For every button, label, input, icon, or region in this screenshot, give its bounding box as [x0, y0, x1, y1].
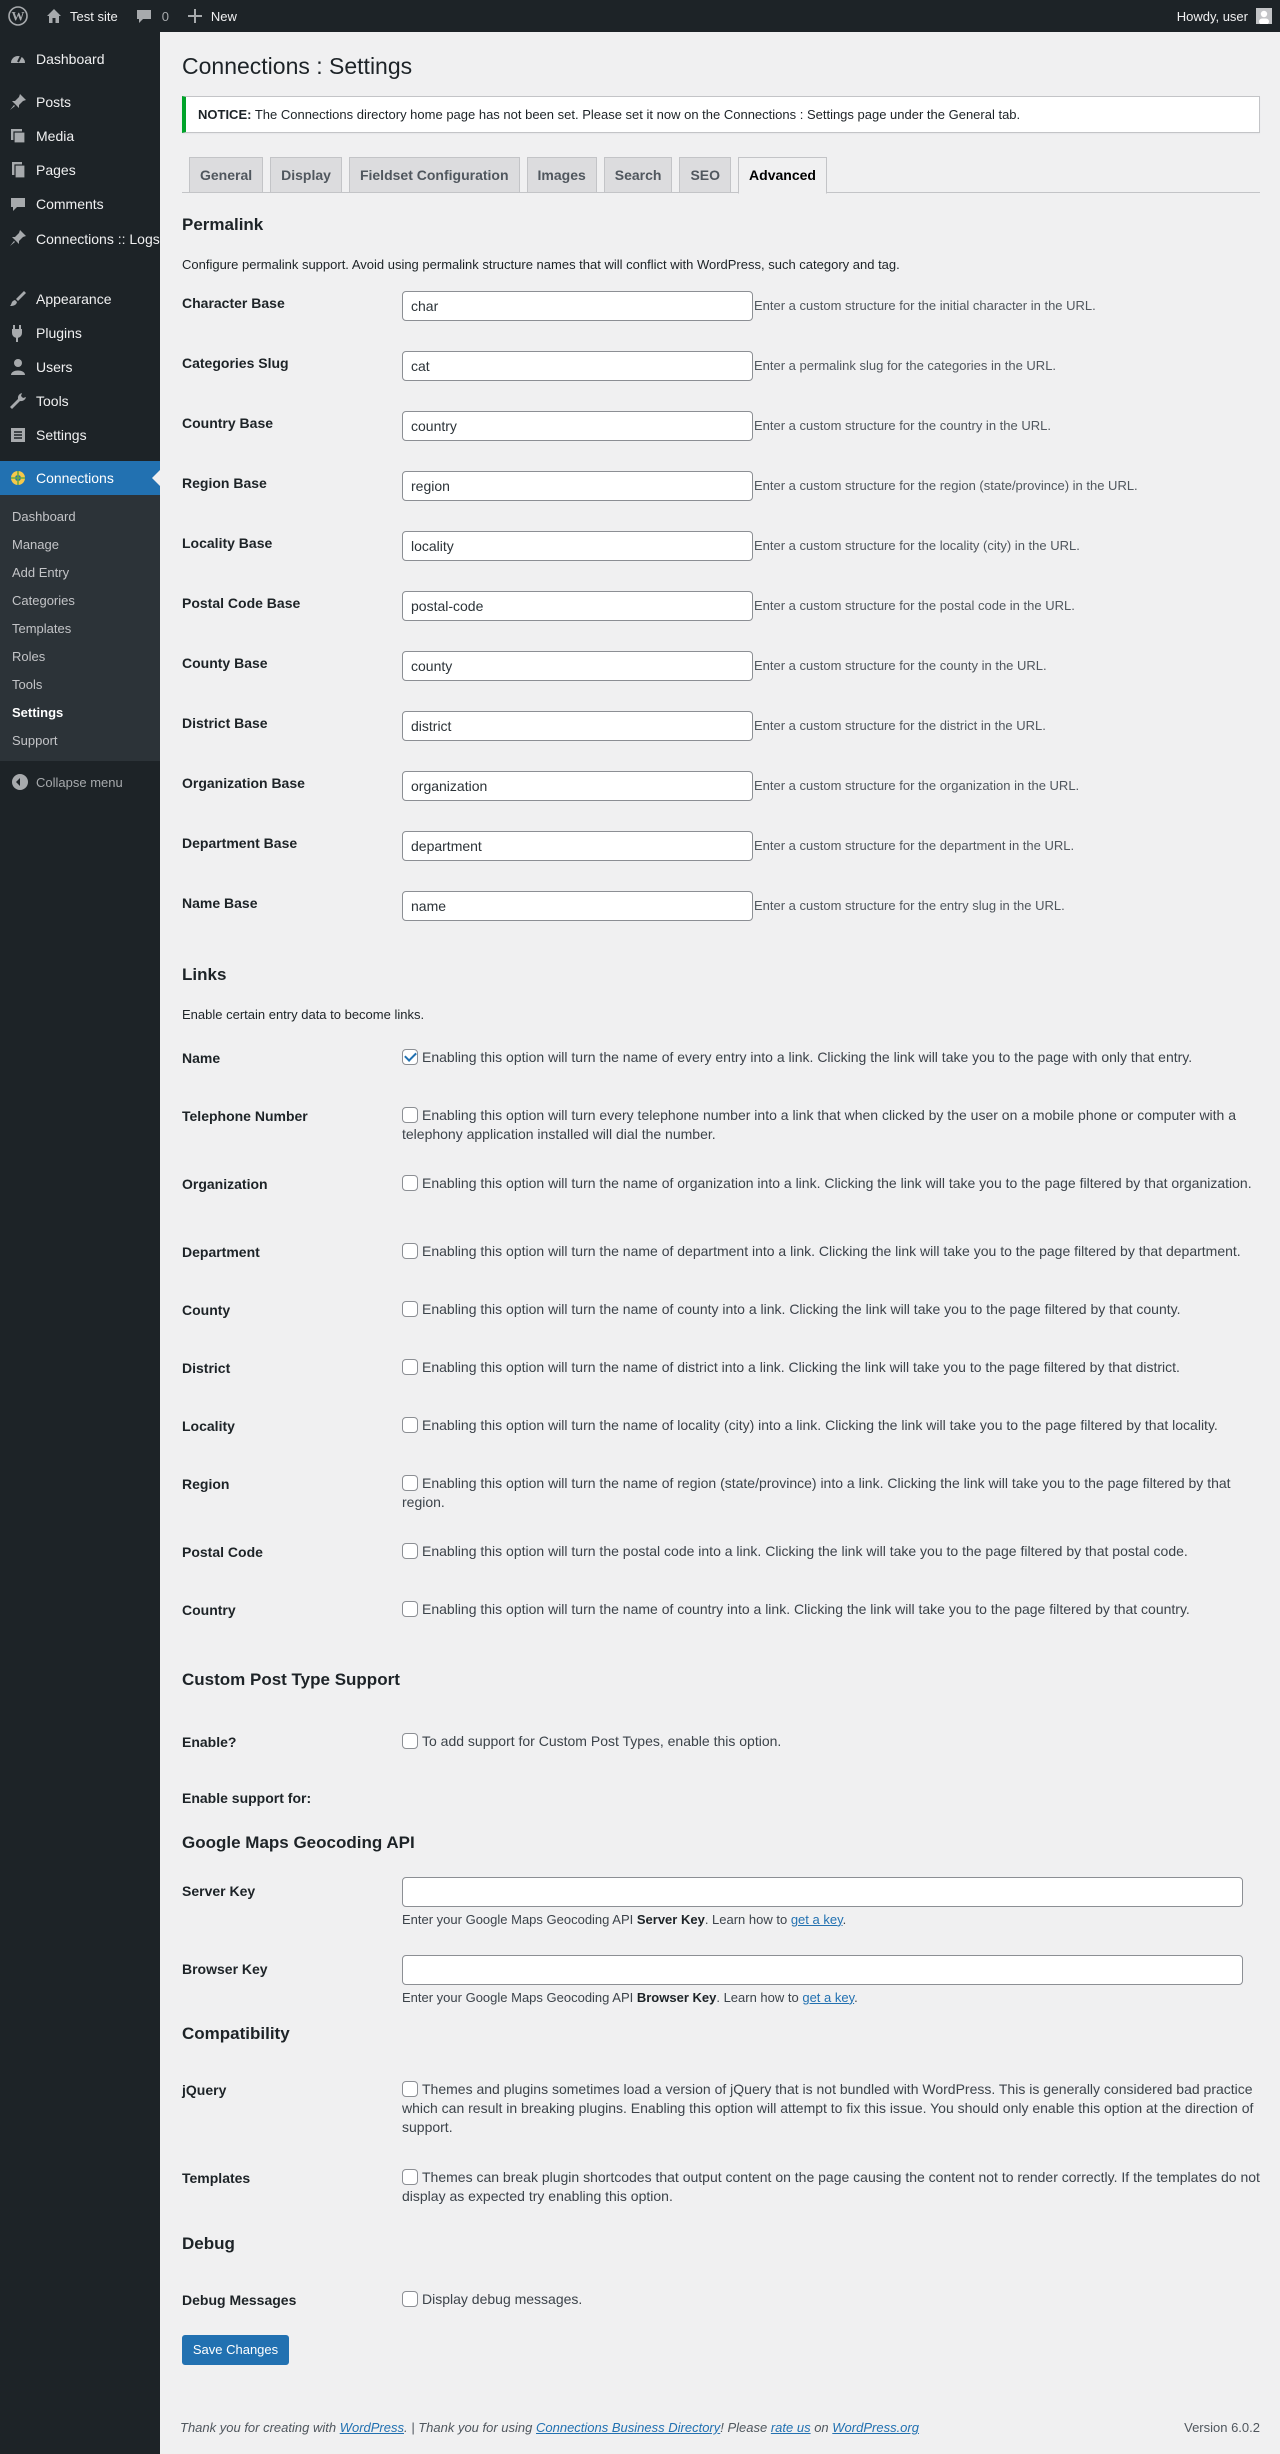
jquery-label: jQuery [182, 2081, 227, 2098]
link-option-label: District [182, 1359, 231, 1376]
cpt-support-row [182, 1790, 1260, 1830]
avatar [1256, 8, 1272, 24]
sidebar-item-connections[interactable] [0, 461, 160, 495]
wrench-icon [8, 391, 28, 411]
jquery-row [182, 2080, 1260, 2168]
permalink-hint: Enter a custom structure for the postal code in the URL. [754, 598, 1075, 614]
submenu-item-support[interactable]: Support [12, 732, 58, 748]
permalink-row [182, 891, 1260, 951]
debug-label: Debug Messages [182, 2291, 297, 2308]
links-description: Enable certain entry data to become links. [182, 1006, 425, 1022]
sidebar-item-label: Connections :: Logs [36, 231, 160, 247]
notice-text: The Connections directory home page has not been set. Please set it now on the Connections : Settings page under the General tab. [251, 106, 1021, 122]
tab-images[interactable]: Images [527, 157, 597, 193]
sidebar-item-dashboard[interactable] [0, 42, 160, 76]
sidebar-item-comments[interactable] [0, 187, 160, 221]
admin-footer [180, 2420, 1260, 2435]
footer-wordpress-org-link[interactable]: WordPress.org [832, 2420, 919, 2435]
permalink-hint: Enter a custom structure for the department in the URL. [754, 838, 1075, 854]
admin-bar [0, 0, 1280, 32]
permalink-label: Character Base [182, 294, 285, 311]
link-option-row [182, 1416, 1260, 1474]
submenu-item-categories[interactable]: Categories [12, 592, 75, 608]
permalink-heading: Permalink [182, 214, 264, 234]
permalink-hint: Enter a custom structure for the district in the URL. [754, 718, 1046, 734]
server-key-input[interactable] [402, 1877, 1243, 1907]
link-option-checkbox[interactable] [402, 1543, 418, 1559]
permalink-input[interactable]: locality [402, 531, 753, 561]
permalink-row [182, 591, 1260, 651]
sidebar-item-media[interactable] [0, 119, 160, 153]
link-option-checkbox[interactable] [402, 1359, 418, 1375]
submenu-item-settings[interactable]: Settings [12, 704, 64, 720]
sidebar-item-label: Pages [36, 162, 76, 178]
site-name-link[interactable] [36, 0, 126, 32]
pages-icon [8, 160, 28, 180]
submenu-item-dashboard[interactable]: Dashboard [12, 508, 76, 524]
collapse-arrow-icon [12, 774, 28, 790]
debug-checkbox[interactable] [402, 2291, 418, 2307]
cpt-enable-label: Enable? [182, 1733, 237, 1750]
compat-heading: Compatibility [182, 2023, 290, 2043]
sidebar-item-appearance[interactable] [0, 282, 160, 316]
permalink-label: District Base [182, 714, 268, 731]
permalink-hint: Enter a custom structure for the country in the URL. [754, 418, 1051, 434]
permalink-label: Organization Base [182, 774, 305, 791]
permalink-row [182, 651, 1260, 711]
submenu-item-tools[interactable]: Tools [12, 676, 43, 692]
link-option-text: Enabling this option will turn every telephone number into a link that when clicked by the user on a mobile phone or computer with a telephony application installed will dial the number. [402, 1106, 1237, 1142]
link-option-row [182, 1048, 1260, 1106]
comments-count: 0 [161, 8, 169, 24]
main-content [182, 32, 1260, 2330]
save-changes-button[interactable]: Save Changes [182, 2335, 289, 2365]
svg-text:W: W [11, 8, 25, 24]
site-name: Test site [70, 8, 118, 24]
permalink-hint: Enter a custom structure for the entry slug in the URL. [754, 898, 1065, 914]
comments-link[interactable] [126, 0, 177, 32]
templates-label: Templates [182, 2169, 251, 2186]
new-content-link[interactable] [177, 0, 245, 32]
tab-search[interactable]: Search [604, 157, 673, 193]
permalink-label: Region Base [182, 474, 267, 491]
sidebar-item-connections-logs[interactable] [0, 221, 160, 273]
browser-key-get-key-link[interactable]: get a key [802, 1989, 855, 2005]
link-option-checkbox[interactable] [402, 1175, 418, 1191]
footer-thanks: Thank you for creating with WordPress. | Thank you for using Connections Business Directory! Please rate us on WordPress.org [180, 2420, 919, 2435]
submenu-item-manage[interactable]: Manage [12, 536, 59, 552]
link-option-text: Enabling this option will turn the name of county into a link. Clicking the link will take you to the page filtered by that county. [422, 1300, 1181, 1317]
sidebar-item-settings[interactable] [0, 418, 160, 452]
link-option-text: Enabling this option will turn the name of every entry into a link. Clicking the link will take you to the page with only that entry. [422, 1048, 1193, 1065]
tab-display[interactable]: Display [270, 157, 342, 193]
permalink-label: Postal Code Base [182, 594, 301, 611]
home-icon [44, 6, 64, 26]
sidebar-item-label: Tools [36, 393, 69, 409]
footer-connections-link[interactable]: Connections Business Directory [536, 2420, 721, 2435]
connections-icon [8, 468, 28, 488]
link-option-checkbox[interactable] [402, 1301, 418, 1317]
link-option-label: Organization [182, 1175, 268, 1192]
permalink-row [182, 291, 1260, 351]
sidebar-item-label: Media [36, 128, 75, 144]
link-option-row [182, 1600, 1260, 1658]
pin-icon [8, 92, 28, 112]
link-option-label: Locality [182, 1417, 235, 1434]
debug-row [182, 2290, 1260, 2330]
sidebar-item-label: Posts [36, 94, 72, 110]
link-option-checkbox[interactable] [402, 1475, 418, 1491]
pin-icon [8, 228, 28, 248]
sidebar-item-label: Connections [36, 470, 114, 486]
permalink-row [182, 471, 1260, 531]
permalink-label: Categories Slug [182, 354, 289, 371]
permalink-hint: Enter a custom structure for the county in the URL. [754, 658, 1047, 674]
plugin-icon [8, 323, 28, 343]
templates-checkbox[interactable] [402, 2169, 418, 2185]
sidebar-item-label: Settings [36, 427, 87, 443]
dashboard-icon [8, 49, 28, 69]
permalink-row [182, 351, 1260, 411]
link-option-row [182, 1242, 1260, 1300]
permalink-hint: Enter a custom structure for the organization in the URL. [754, 778, 1080, 794]
link-option-checkbox[interactable] [402, 1601, 418, 1617]
permalink-hint: Enter a custom structure for the region (state/province) in the URL. [754, 478, 1138, 494]
permalink-input[interactable]: char [402, 291, 753, 321]
server-key-label: Server Key [182, 1882, 256, 1899]
link-option-text: Enabling this option will turn the name of district into a link. Clicking the link will take you to the page filtered by that district. [422, 1358, 1180, 1375]
cpt-enable-row [182, 1732, 1260, 1790]
link-option-label: Country [182, 1601, 236, 1618]
link-option-text: Enabling this option will turn the name of locality (city) into a link. Clicking the link will take you to the page filtered by that locality. [422, 1416, 1218, 1433]
howdy-text: Howdy, user [1176, 8, 1248, 24]
link-option-label: Department [182, 1243, 260, 1260]
cpt-enable-checkbox[interactable] [402, 1733, 418, 1749]
links-heading: Links [182, 964, 227, 984]
brush-icon [8, 289, 28, 309]
permalink-row [182, 711, 1260, 771]
footer-wordpress-link[interactable]: WordPress [339, 2420, 404, 2435]
cpt-enable-text: To add support for Custom Post Types, enable this option. [422, 1732, 782, 1749]
media-icon [8, 126, 28, 146]
link-option-text: Enabling this option will turn the name of organization into a link. Clicking the link will take you to the page filtered by that organization. [422, 1174, 1252, 1191]
settings-icon [8, 425, 28, 445]
permalink-row [182, 411, 1260, 471]
my-account-link[interactable] [1169, 0, 1280, 32]
footer-version: Version 6.0.2 [1184, 2420, 1260, 2435]
sidebar-item-plugins[interactable] [0, 316, 160, 350]
sidebar-item-label: Plugins [36, 325, 82, 341]
permalink-label: Country Base [182, 414, 274, 431]
gmaps-heading: Google Maps Geocoding API [182, 1832, 415, 1852]
templates-text: Themes can break plugin shortcodes that output content on the page causing the content not to render correctly. If the templates do not display as expected try enabling this option. [402, 2168, 1260, 2204]
link-option-label: Telephone Number [182, 1107, 308, 1124]
permalink-input[interactable]: organization [402, 771, 753, 801]
notice-banner [182, 96, 1260, 133]
link-option-label: Region [182, 1475, 230, 1492]
browser-key-hint: Enter your Google Maps Geocoding API Browser Key. Learn how to get a key. [402, 1989, 858, 2005]
permalink-hint: Enter a custom structure for the initial character in the URL. [754, 298, 1096, 314]
submenu-item-templates[interactable]: Templates [12, 620, 72, 636]
permalink-label: Name Base [182, 894, 258, 911]
submenu-item-roles[interactable]: Roles [12, 648, 46, 664]
link-option-label: Name [182, 1049, 221, 1066]
server-key-hint: Enter your Google Maps Geocoding API Server Key. Learn how to get a key. [402, 1911, 847, 1927]
tab-fieldset-configuration[interactable]: Fieldset Configuration [349, 157, 520, 193]
templates-row [182, 2168, 1260, 2230]
link-option-text: Enabling this option will turn the name of country into a link. Clicking the link will take you to the page filtered by that country. [422, 1600, 1190, 1617]
link-option-checkbox[interactable] [402, 1243, 418, 1259]
sidebar-item-label: Dashboard [36, 51, 105, 67]
link-option-checkbox[interactable] [402, 1049, 418, 1065]
server-key-get-key-link[interactable]: get a key [790, 1911, 843, 1927]
browser-key-label: Browser Key [182, 1960, 268, 1977]
connections-submenu [0, 495, 160, 761]
plus-icon [185, 6, 205, 26]
tab-advanced[interactable]: Advanced [738, 157, 827, 194]
jquery-checkbox[interactable] [402, 2081, 418, 2097]
link-option-row [182, 1542, 1260, 1600]
sidebar-item-label: Appearance [36, 291, 112, 307]
link-option-text: Enabling this option will turn the postal code into a link. Clicking the link will take you to the page filtered by that postal code. [422, 1542, 1188, 1559]
tab-seo[interactable]: SEO [679, 157, 731, 193]
permalink-fields [182, 291, 1260, 951]
link-option-row [182, 1300, 1260, 1358]
footer-rate-us-link[interactable]: rate us [770, 2420, 811, 2435]
permalink-hint: Enter a custom structure for the locality (city) in the URL. [754, 538, 1080, 554]
sidebar-item-tools[interactable] [0, 384, 160, 418]
sidebar-item-posts[interactable] [0, 85, 160, 119]
permalink-input[interactable]: postal-code [402, 591, 753, 621]
collapse-label: Collapse menu [36, 774, 123, 790]
link-option-text: Enabling this option will turn the name of region (state/province) into a link. Clicking the link will take you to the page filtered by that region. [402, 1474, 1231, 1510]
permalink-input[interactable]: department [402, 831, 753, 861]
submenu-item-add-entry[interactable]: Add Entry [12, 564, 70, 580]
link-option-label: Postal Code [182, 1543, 263, 1560]
permalink-input[interactable]: country [402, 411, 753, 441]
comment-icon [8, 194, 28, 214]
tab-general[interactable]: General [189, 157, 263, 193]
sidebar-item-label: Users [36, 359, 73, 375]
link-option-row [182, 1358, 1260, 1416]
permalink-input[interactable]: county [402, 651, 753, 681]
link-option-row [182, 1174, 1260, 1242]
user-icon [8, 357, 28, 377]
permalink-label: Department Base [182, 834, 298, 851]
link-option-row [182, 1106, 1260, 1174]
sidebar-item-label: Comments [36, 196, 104, 212]
debug-text: Display debug messages. [422, 2290, 583, 2307]
browser-key-input[interactable] [402, 1955, 1243, 1985]
sidebar-item-pages[interactable] [0, 153, 160, 187]
permalink-label: County Base [182, 654, 268, 671]
sidebar-item-users[interactable] [0, 350, 160, 384]
new-label: New [210, 8, 237, 24]
browser-key-row [182, 1955, 1260, 2021]
cpt-support-label: Enable support for: [182, 1789, 312, 1806]
link-option-label: County [182, 1301, 231, 1318]
permalink-input[interactable]: cat [402, 351, 753, 381]
cpt-heading: Custom Post Type Support [182, 1669, 400, 1689]
jquery-text: Themes and plugins sometimes load a version of jQuery that is not bundled with WordPress. This is generally considered bad practice which can result in breaking plugins. Enabling this option will attempt to fix this issue. You should only enable this option at the direction of support. [402, 2080, 1254, 2135]
permalink-input[interactable]: name [402, 891, 753, 921]
server-key-row [182, 1877, 1260, 1955]
collapse-menu-button[interactable] [0, 765, 160, 799]
page-title: Connections : Settings [182, 53, 413, 79]
permalink-label: Locality Base [182, 534, 273, 551]
permalink-row [182, 771, 1260, 831]
link-options [182, 1048, 1260, 1658]
link-option-row [182, 1474, 1260, 1542]
settings-tabs [182, 157, 1260, 193]
comment-icon [134, 6, 154, 26]
permalink-description: Configure permalink support. Avoid using permalink structure names that will conflict with WordPress, such category and tag. [182, 256, 900, 272]
permalink-row [182, 531, 1260, 591]
link-option-text: Enabling this option will turn the name of department into a link. Clicking the link will take you to the page filtered by that department. [422, 1242, 1241, 1259]
permalink-row [182, 831, 1260, 891]
notice-strong: NOTICE: [198, 106, 252, 122]
permalink-input[interactable]: region [402, 471, 753, 501]
admin-sidebar [0, 32, 160, 2454]
link-option-checkbox[interactable] [402, 1417, 418, 1433]
permalink-hint: Enter a permalink slug for the categories in the URL. [754, 358, 1057, 374]
wordpress-logo-icon[interactable] [0, 0, 36, 32]
permalink-input[interactable]: district [402, 711, 753, 741]
debug-heading: Debug [182, 2233, 235, 2253]
link-option-checkbox[interactable] [402, 1107, 418, 1123]
